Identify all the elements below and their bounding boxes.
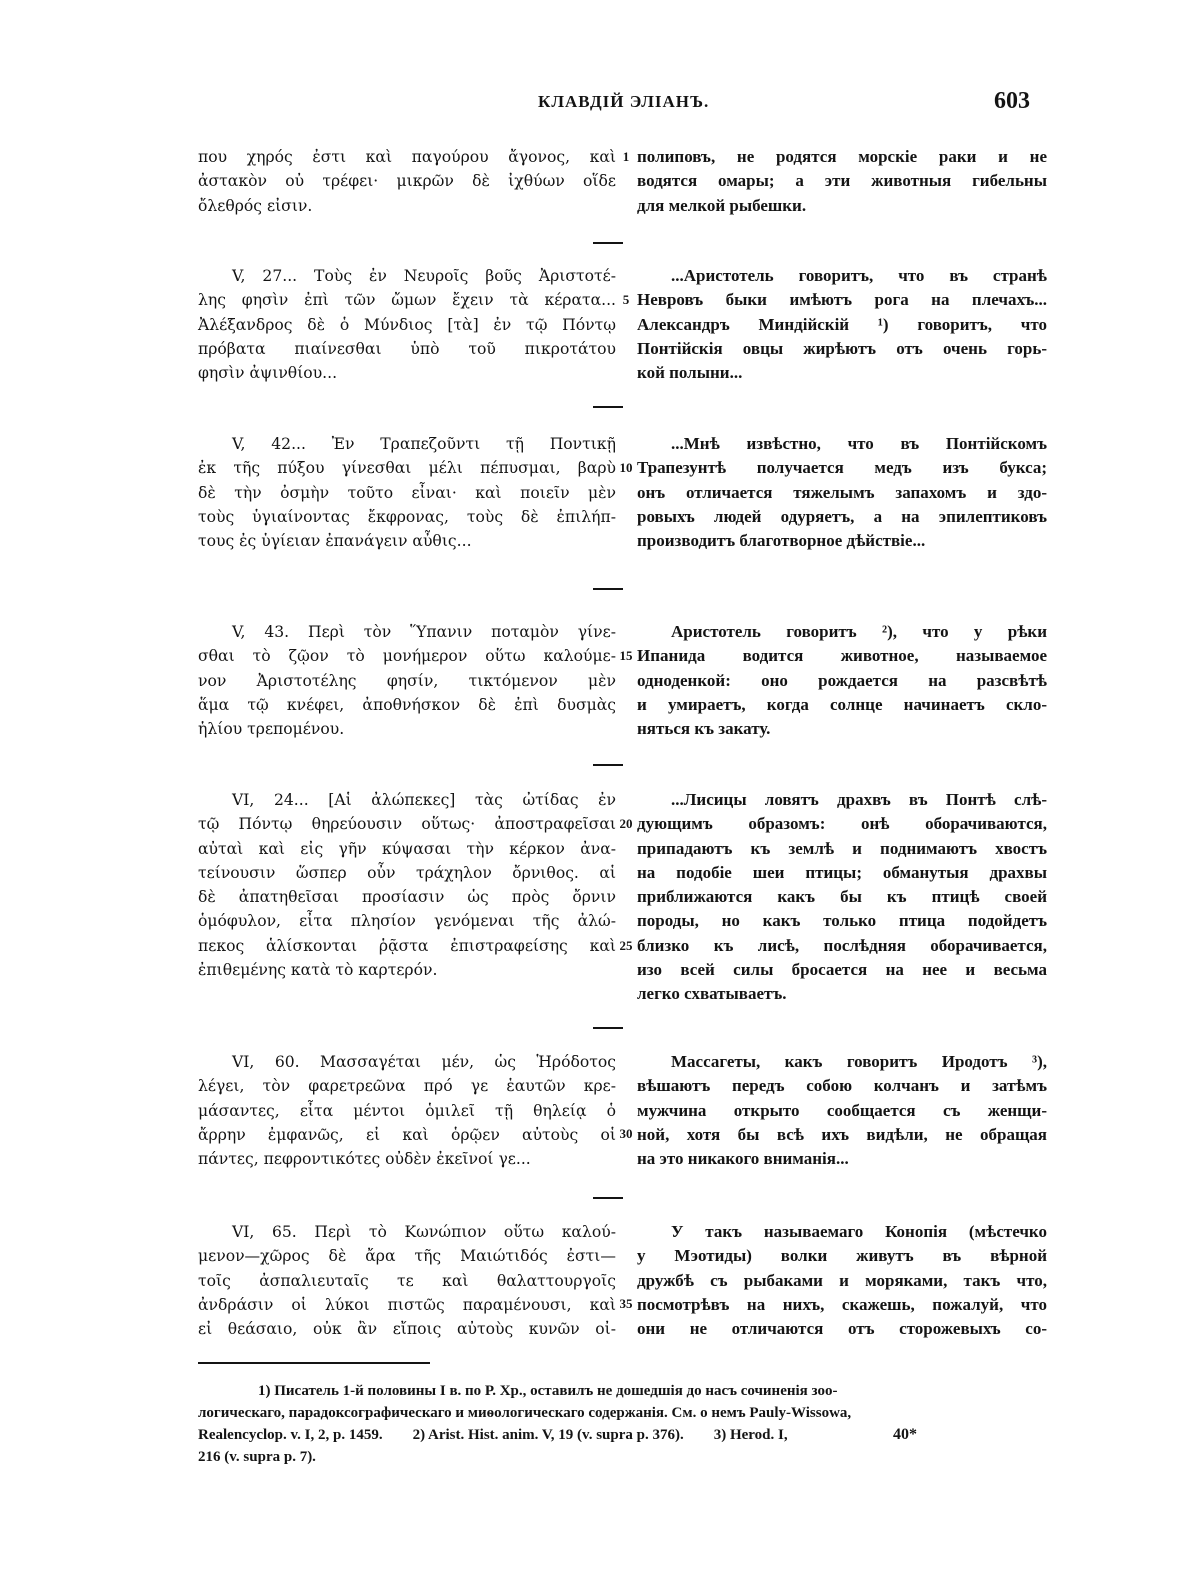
russian-line: близко къ лисѣ, послѣдняя оборачивается, [637,935,1047,955]
greek-line: ἐπιθεμένης κατὰ τὸ καρτερόν. [198,961,438,980]
greek-text [198,432,616,553]
russian-translation [637,145,1047,218]
section-divider [593,406,623,408]
line-number: 5 [622,292,630,307]
russian-line: изо всей силы бросается на нее и весьма [637,960,1047,980]
greek-line: ὄλεθρός εἰσιν. [198,196,313,215]
greek-line: τους ἐς ὑγίειαν ἐπανάγειν αὖθις... [198,532,472,551]
greek-line: νον Ἀριστοτέλης φησίν, τικτόμενον μὲν [198,671,616,690]
russian-line: легко схватываетъ. [637,984,787,1004]
greek-text [198,620,616,741]
greek-text [198,1220,616,1341]
greek-line: τῷ Πόντῳ θηρεύουσιν οὕτως· ἀποστραφεῖσαι [198,815,616,834]
greek-line: V, 43. Περὶ τὸν Ὕπανιν ποταμὸν γίνε- [232,623,616,641]
russian-translation [637,1220,1047,1341]
greek-line: δὲ τὴν ὀσμὴν τοῦτο εἶναι· καὶ ποιεῖν μὲν [198,483,616,502]
russian-line: ровыхъ людей одуряетъ, а на эпилептиковъ [637,506,1047,526]
russian-line: и умираетъ, когда солнце начинаетъ скло- [637,694,1047,714]
russian-line: посмотрѣвъ на нихъ, скажешь, пожалуй, что [637,1294,1047,1314]
section-divider [593,1027,623,1029]
page-number: 603 [994,88,1030,114]
russian-line: у Мэотиды) волки живутъ въ вѣрной [637,1246,1047,1266]
russian-line: породы, но какъ только птица подойдетъ [637,911,1047,931]
russian-line: вѣшаютъ передъ собою колчанъ и затѣмъ [637,1076,1047,1096]
russian-line: приближаются какъ бы къ птицѣ своей [637,887,1047,907]
russian-line: ...Аристотель говоритъ, что въ странѣ [671,266,1047,285]
russian-line: кой полыни... [637,363,743,383]
russian-line: они не отличаются отъ сторожевыхъ со- [637,1319,1047,1339]
page-header [0,88,1191,118]
greek-line: ἅμα τῷ κνέφει, ἀποθνήσκον δὲ ἐπὶ δυσμὰς [198,695,616,714]
footnotes [198,1380,1047,1468]
russian-translation [637,788,1047,1007]
greek-text [198,145,616,218]
greek-line: δὲ ἀπατηθεῖσαι προσίασιν ὡς πρὸς ὄρνιν [198,888,616,907]
greek-line: που χηρός ἐστι καὶ παγούρου ἄγονος, καὶ [198,148,616,166]
russian-line: водятся омары; а эти животныя гибельны [637,171,1047,191]
russian-line: няться къ закату. [637,719,771,739]
russian-line: одноденкой: оно рождается на разсвѣтѣ [637,670,1047,690]
line-number: 10 [619,460,633,475]
greek-line: λης φησὶν ἐπὶ τῶν ὤμων ἔχειν τὰ κέρατα... [198,291,616,310]
russian-line: на подобіе шеи птицы; обманутыя драхвы [637,862,1047,882]
footnote-line: 1) Писатель 1-й половины I в. по Р. Хр., оставилъ не дошедшія до насъ сочиненія зоо- [258,1383,838,1399]
russian-line: ...Мнѣ извѣстно, что въ Понтійскомъ [671,434,1047,453]
greek-line: VI, 24... [Αἱ ἀλώπεκες] τὰς ὠτίδας ἐν [232,791,616,809]
russian-line: дружбѣ съ рыбаками и моряками, такъ что, [637,1270,1047,1290]
section-divider [593,1197,623,1199]
footnote-line: логическаго, парадоксографическаго и миѳологическаго содержанія. См. о немъ Pauly-Wissowa, [198,1405,852,1421]
line-number: 35 [619,1296,633,1311]
line-number: 30 [619,1126,633,1141]
russian-line: полиповъ, не родятся морскіе раки и не [637,147,1047,166]
greek-line: τοῖς ἀσπαλιευταῖς τε καὶ θαλαττουργοῖς [198,1271,616,1290]
russian-translation [637,620,1047,741]
section-divider [593,242,623,244]
russian-line: для мелкой рыбешки. [637,195,807,215]
greek-line: V, 42... Ἐν Τραπεζοῦντι τῇ Ποντικῇ [232,435,616,453]
line-number: 1 [622,149,630,164]
greek-line: τείνουσιν ὥσπερ οὖν τράχηλον ὄρνιθος. αἱ [198,863,616,882]
greek-line: εἰ θεάσαιο, οὐκ ἂν εἴποις αὐτοὺς κυνῶν οἰ- [198,1320,616,1339]
russian-line: Аристотель говоритъ ²), что у рѣки [671,622,1047,641]
running-head: КЛАВДІЙ ЭЛІАНЪ. [538,92,710,111]
greek-line: σθαι τὸ ζῷον τὸ μονήμερον οὕτω καλούμε- [198,647,616,666]
russian-line: Александръ Миндійскій ¹) говоритъ, что [637,314,1047,334]
printer-signature: 40* [893,1426,917,1443]
greek-line: ἀστακὸν οὐ τρέφει· μικρῶν δὲ ἰχθύων οἵδε [198,172,616,191]
greek-line: ὁμόφυλον, εἶτα πλησίον γενόμεναι τῆς ἀλώ- [198,912,616,931]
greek-line: ἡλίου τρεπομένου. [198,720,345,739]
greek-line: ἐκ τῆς πύξου γίνεσθαι μέλι πέπυσμαι, βαρὺ [198,459,616,478]
russian-line: на это никакого вниманія... [637,1149,849,1169]
greek-line: πρόβατα πιαίνεσθαι ὑπὸ τοῦ πικροτάτου [198,339,616,358]
greek-line: αὐταὶ καὶ εἰς γῆν κύψασαι τὴν κέρκον ἀνα- [198,839,616,858]
greek-line: VI, 60. Μασσαγέται μέν, ὡς Ἡρόδοτος [232,1053,616,1071]
greek-line: λέγει, τὸν φαρετρεῶνα πρό γε ἑαυτῶν κρε- [198,1077,616,1096]
russian-translation [637,264,1047,385]
russian-translation [637,1050,1047,1171]
section-divider [593,764,623,766]
russian-line: У такъ называемаго Конопія (мѣстечко [671,1222,1047,1241]
russian-line: дующимъ образомъ: онѣ оборачиваются, [637,814,1047,834]
russian-line: Ипанида водится животное, называемое [637,646,1047,666]
greek-line: τοὺς ὑγιαίνοντας ἔκφρονας, τοὺς δὲ ἐπιλήπ- [198,507,616,526]
russian-line: Массагеты, какъ говоритъ Иродотъ ³), [671,1052,1047,1071]
greek-line: V, 27... Τοὺς ἐν Νευροῖς βοῦς Ἀριστοτέ- [232,267,616,285]
greek-line: ἀνδράσιν οἱ λύκοι πιστῶς παραμένουσι, καὶ [198,1295,616,1314]
section-divider [593,588,623,590]
footnote-line: Realencyclop. v. I, 2, p. 1459. 2) Arist. Hist. anim. V, 19 (v. supra p. 376). 3) Herod. I, [198,1427,788,1443]
footnote-line: 216 (v. supra p. 7). [198,1449,316,1465]
russian-line: производитъ благотворное дѣйствіе... [637,531,926,551]
russian-line: онъ отличается тяжелымъ запахомъ и здо- [637,482,1047,502]
greek-text [198,1050,616,1171]
line-number: 20 [619,816,633,831]
russian-line: мужчина открыто сообщается съ женщи- [637,1100,1047,1120]
footnote-divider [198,1362,430,1364]
greek-line: πεκος ἁλίσκονται ῥᾷστα ἐπιστραφείσης καὶ [198,936,616,955]
russian-line: Невровъ быки имѣютъ рога на плечахъ... [637,290,1047,310]
line-number: 25 [619,938,633,953]
greek-line: μάσαντες, εἶτα μέντοι ὁμιλεῖ τῇ θηλείᾳ ὁ [198,1101,616,1120]
line-number: 15 [619,648,633,663]
russian-line: припадаютъ къ землѣ и поднимаютъ хвостъ [637,838,1047,858]
greek-line: VI, 65. Περὶ τὸ Κωνώπιον οὕτω καλού- [232,1223,616,1241]
russian-line: Трапезунтѣ получается медъ изъ букса; [637,458,1047,478]
russian-line: Понтійскія овцы жирѣютъ отъ очень горь- [637,338,1047,358]
greek-line: φησὶν ἀψινθίου... [198,364,338,383]
greek-line: ἄρρην ἐμφανῶς, εἰ καὶ ὁρῷεν αὐτοὺς οἱ [198,1125,616,1144]
greek-text [198,264,616,385]
russian-translation [637,432,1047,553]
russian-line: ...Лисицы ловятъ драхвъ въ Понтѣ слѣ- [671,790,1047,809]
greek-line: πάντες, πεφροντικότες οὐδὲν ἐκεῖνοί γε... [198,1150,531,1169]
greek-text [198,788,616,982]
russian-line: ной, хотя бы всѣ ихъ видѣли, не обращая [637,1124,1047,1144]
greek-line: Ἀλέξανδρος δὲ ὁ Μύνδιος [τὰ] ἐν τῷ Πόντῳ [198,315,616,334]
greek-line: μενον—χῶρος δὲ ἄρα τῆς Μαιώτιδός ἐστι— [198,1247,616,1266]
